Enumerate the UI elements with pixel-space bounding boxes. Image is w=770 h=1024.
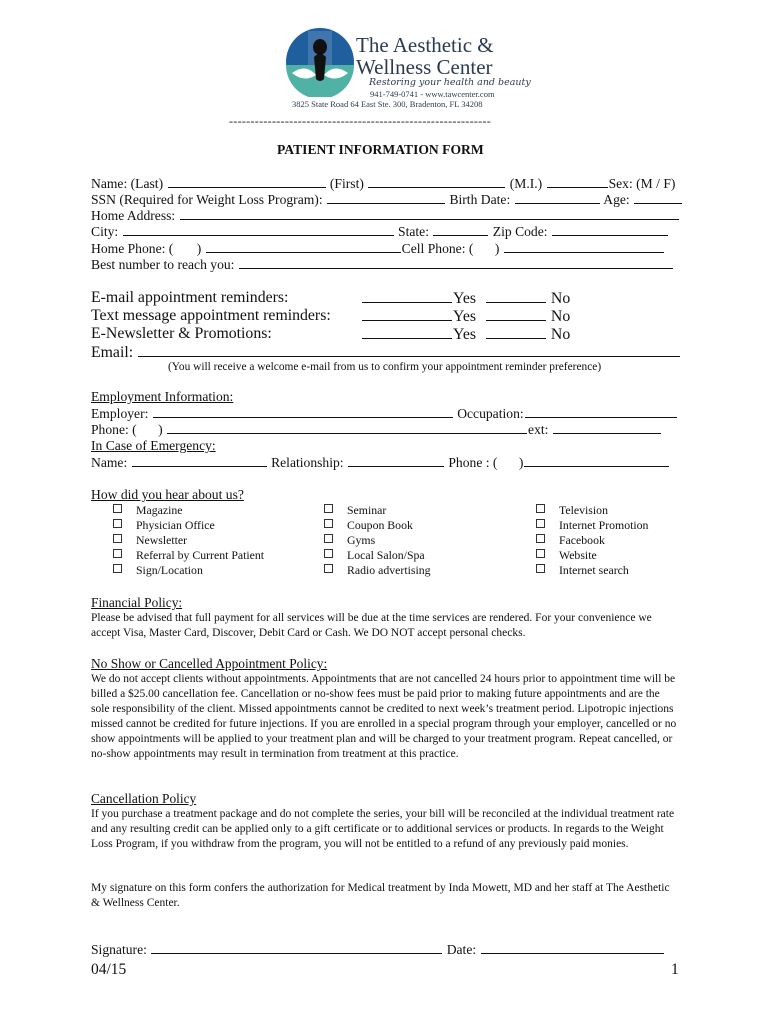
city-label: City: xyxy=(91,224,119,239)
checkbox-icon[interactable] xyxy=(113,549,122,558)
mi-label: (M.I.) xyxy=(509,176,543,191)
employer-phone-field[interactable] xyxy=(167,421,527,434)
ext-label: ext: xyxy=(528,422,549,437)
birth-date-field[interactable] xyxy=(515,191,600,204)
signature-field[interactable] xyxy=(151,941,442,954)
clinic-logo-icon xyxy=(284,27,356,97)
clinic-tagline: Restoring your health and beauty xyxy=(369,77,531,88)
home-phone-field[interactable] xyxy=(206,240,401,253)
first-name-label: (First) xyxy=(329,176,364,191)
hear-option-label: Newsletter xyxy=(136,533,188,547)
emergency-row xyxy=(91,454,670,471)
email-note: (You will receive a welcome e-mail from us to confirm your appointment reminder preference) xyxy=(168,361,602,373)
hear-option-label: Physician Office xyxy=(136,518,215,532)
clinic-name xyxy=(356,34,494,78)
zip-field[interactable] xyxy=(552,223,668,236)
email-reminder-options xyxy=(361,289,570,308)
employer-phone-row xyxy=(91,421,662,438)
cell-phone-field[interactable] xyxy=(504,240,664,253)
hear-option[interactable] xyxy=(536,548,597,563)
hear-option[interactable] xyxy=(536,503,608,518)
hear-option[interactable] xyxy=(536,563,629,578)
form-version: 04/15 xyxy=(91,961,127,978)
checkbox-icon[interactable] xyxy=(324,564,333,573)
hear-option[interactable] xyxy=(324,518,413,533)
last-name-label: Name: (Last) xyxy=(91,176,164,191)
emergency-phone-label: Phone : ( xyxy=(448,455,498,470)
cell-phone-label: Cell Phone: ( xyxy=(401,241,474,256)
authorization-text: My signature on this form confers the authorization for Medical treatment by Inda Mowett, MD and her staff at The Aesthetic & Wellness Center. xyxy=(91,882,670,910)
best-number-field[interactable] xyxy=(239,256,673,269)
relationship-label: Relationship: xyxy=(271,455,344,470)
text-no-field[interactable] xyxy=(486,307,546,321)
occupation-field[interactable] xyxy=(525,405,677,418)
name-row xyxy=(91,175,675,192)
hear-option[interactable] xyxy=(113,503,183,518)
newsletter-yes-field[interactable] xyxy=(362,325,452,339)
ssn-field[interactable] xyxy=(327,191,445,204)
hear-option-label: Gyms xyxy=(347,533,376,547)
email-reminder-label: E-mail appointment reminders: xyxy=(91,289,289,306)
hear-option-label: Website xyxy=(559,548,597,562)
date-label: Date: xyxy=(446,942,477,957)
employer-field[interactable] xyxy=(153,405,453,418)
emergency-phone-field[interactable] xyxy=(524,454,669,467)
newsletter-label: E-Newsletter & Promotions: xyxy=(91,325,272,342)
employer-phone-label: Phone: ( xyxy=(91,422,137,437)
cell-phone-paren: ) xyxy=(494,241,500,256)
city-field[interactable] xyxy=(123,223,394,236)
signature-label: Signature: xyxy=(91,942,147,957)
hear-option-label: Coupon Book xyxy=(347,518,413,532)
clinic-name-line1: The Aesthetic & xyxy=(356,33,494,57)
city-row xyxy=(91,223,669,240)
hear-option[interactable] xyxy=(324,563,431,578)
checkbox-icon[interactable] xyxy=(113,534,122,543)
hear-option-label: Sign/Location xyxy=(136,563,203,577)
checkbox-icon[interactable] xyxy=(324,519,333,528)
page-number: 1 xyxy=(671,961,679,978)
noshow-heading: No Show or Cancelled Appointment Policy: xyxy=(91,656,328,671)
checkbox-icon[interactable] xyxy=(113,504,122,513)
hear-option[interactable] xyxy=(324,533,375,548)
hear-option[interactable] xyxy=(324,503,386,518)
home-phone-label: Home Phone: ( xyxy=(91,241,174,256)
checkbox-icon[interactable] xyxy=(113,519,122,528)
hear-option-label: Seminar xyxy=(347,503,387,517)
mi-field[interactable] xyxy=(547,175,608,188)
clinic-address: 3825 State Road 64 East Ste. 300, Bradenton, FL 34208 xyxy=(292,99,483,109)
state-label: State: xyxy=(398,224,429,239)
signature-row xyxy=(91,941,665,958)
employer-row xyxy=(91,405,678,422)
hear-option-label: Local Salon/Spa xyxy=(347,548,425,562)
employment-heading-text: Employment Information: xyxy=(91,389,234,404)
ext-field[interactable] xyxy=(553,421,661,434)
form-title: PATIENT INFORMATION FORM xyxy=(277,142,484,157)
sex-label: Sex: (M / F) xyxy=(608,176,676,191)
no-label: No xyxy=(550,308,571,325)
clinic-name-line2: Wellness Center xyxy=(356,55,493,79)
employer-label: Employer: xyxy=(91,406,149,421)
hear-heading-text: How did you hear about us? xyxy=(91,487,244,502)
date-field[interactable] xyxy=(481,941,664,954)
hear-option[interactable] xyxy=(324,548,425,563)
birth-date-label: Birth Date: xyxy=(449,192,511,207)
newsletter-no-field[interactable] xyxy=(486,325,546,339)
first-name-field[interactable] xyxy=(368,175,505,188)
hear-option-label: Facebook xyxy=(559,533,605,547)
employer-phone-paren: ) xyxy=(158,422,163,437)
financial-text: Please be advised that full payment for all services will be due at the time services are rendered. For your convenience we accept Visa, Master Card, Discover, Debit Card or Cash. We DO NOT accept personal checks. xyxy=(91,612,652,640)
emergency-phone-paren: ) xyxy=(518,455,524,470)
employment-heading xyxy=(91,389,233,405)
best-number-label: Best number to reach you: xyxy=(91,257,235,272)
financial-heading: Financial Policy: xyxy=(91,595,183,610)
checkbox-icon[interactable] xyxy=(536,549,545,558)
checkbox-icon[interactable] xyxy=(536,519,545,528)
home-address-label: Home Address: xyxy=(91,208,176,223)
occupation-label: Occupation: xyxy=(457,406,524,421)
age-field[interactable] xyxy=(634,191,682,204)
email-no-field[interactable] xyxy=(486,289,546,303)
phone-row xyxy=(91,240,665,257)
hear-option[interactable] xyxy=(113,548,264,563)
hear-option[interactable] xyxy=(113,563,203,578)
checkbox-icon[interactable] xyxy=(536,564,545,573)
ssn-row xyxy=(91,191,683,208)
ssn-label: SSN (Required for Weight Loss Program): xyxy=(91,192,323,207)
emergency-heading-text: In Case of Emergency: xyxy=(91,438,216,453)
state-field[interactable] xyxy=(433,223,488,236)
cancellation-text: If you purchase a treatment package and do not complete the series, your bill will be reconciled at the individual treatment rate and any resulting credit can be applied only to a gift certificate or to additional services or products. In regards to the Weight Loss Program, if you withdraw from the program, you will not be entitled to a refund of any previously paid monies. xyxy=(91,808,675,851)
hear-option[interactable] xyxy=(113,533,187,548)
hear-option-label: Magazine xyxy=(136,503,183,517)
email-label: Email: xyxy=(91,344,134,361)
checkbox-icon[interactable] xyxy=(536,504,545,513)
noshow-text: We do not accept clients without appointments. Appointments that are not cancelled 24 hours prior to appointment time will be billed a $25.00 cancellation fee. Cancellation or no-show fees must be paid prior to making future appointments and are the sole responsibility of the client. Missed appointments cannot be credited to next week’s treatment period. Lipotropic injections missed cannot be credited for future injections. If you are enrolled in a special program through your employer, cancelled or no show appointments will be applied to your treatment plan and will be charged to your treatment program. Repeat cancelled, or no-show appointments may result in termination from treatment at this practice. xyxy=(91,673,677,761)
yes-label: Yes xyxy=(453,326,476,343)
yes-label: Yes xyxy=(453,290,476,307)
dash-separator: ------------------------------------------------------------- xyxy=(229,114,492,128)
cancellation-heading: Cancellation Policy xyxy=(91,791,197,806)
emergency-heading xyxy=(91,438,216,454)
email-field[interactable] xyxy=(138,343,680,357)
hear-option[interactable] xyxy=(536,533,605,548)
yes-label: Yes xyxy=(453,308,476,325)
emergency-name-label: Name: xyxy=(91,455,128,470)
best-number-row xyxy=(91,256,674,273)
zip-label: Zip Code: xyxy=(492,224,548,239)
no-label: No xyxy=(550,290,571,307)
hear-option-label: Television xyxy=(559,503,608,517)
email-yes-field[interactable] xyxy=(362,289,452,303)
age-label: Age: xyxy=(603,192,630,207)
hear-heading xyxy=(91,487,244,503)
emergency-name-field[interactable] xyxy=(132,454,267,467)
checkbox-icon[interactable] xyxy=(324,504,333,513)
hear-option-label: Internet search xyxy=(559,563,629,577)
home-phone-paren: ) xyxy=(196,241,202,256)
relationship-field[interactable] xyxy=(348,454,444,467)
checkbox-icon[interactable] xyxy=(113,564,122,573)
text-reminder-options xyxy=(361,307,570,326)
checkbox-icon[interactable] xyxy=(324,534,333,543)
hear-option-label: Referral by Current Patient xyxy=(136,548,265,562)
hear-option[interactable] xyxy=(536,518,648,533)
email-row xyxy=(91,343,681,362)
text-reminder-label: Text message appointment reminders: xyxy=(91,307,331,324)
checkbox-icon[interactable] xyxy=(324,549,333,558)
no-label: No xyxy=(550,326,571,343)
hear-option-label: Radio advertising xyxy=(347,563,431,577)
last-name-field[interactable] xyxy=(168,175,326,188)
checkbox-icon[interactable] xyxy=(536,534,545,543)
address-row xyxy=(91,207,680,224)
hear-option[interactable] xyxy=(113,518,215,533)
newsletter-options xyxy=(361,325,570,344)
hear-option-label: Internet Promotion xyxy=(559,518,649,532)
home-address-field[interactable] xyxy=(180,207,679,220)
text-yes-field[interactable] xyxy=(362,307,452,321)
clinic-contact: 941-749-0741 - www.tawcenter.com xyxy=(370,89,495,99)
